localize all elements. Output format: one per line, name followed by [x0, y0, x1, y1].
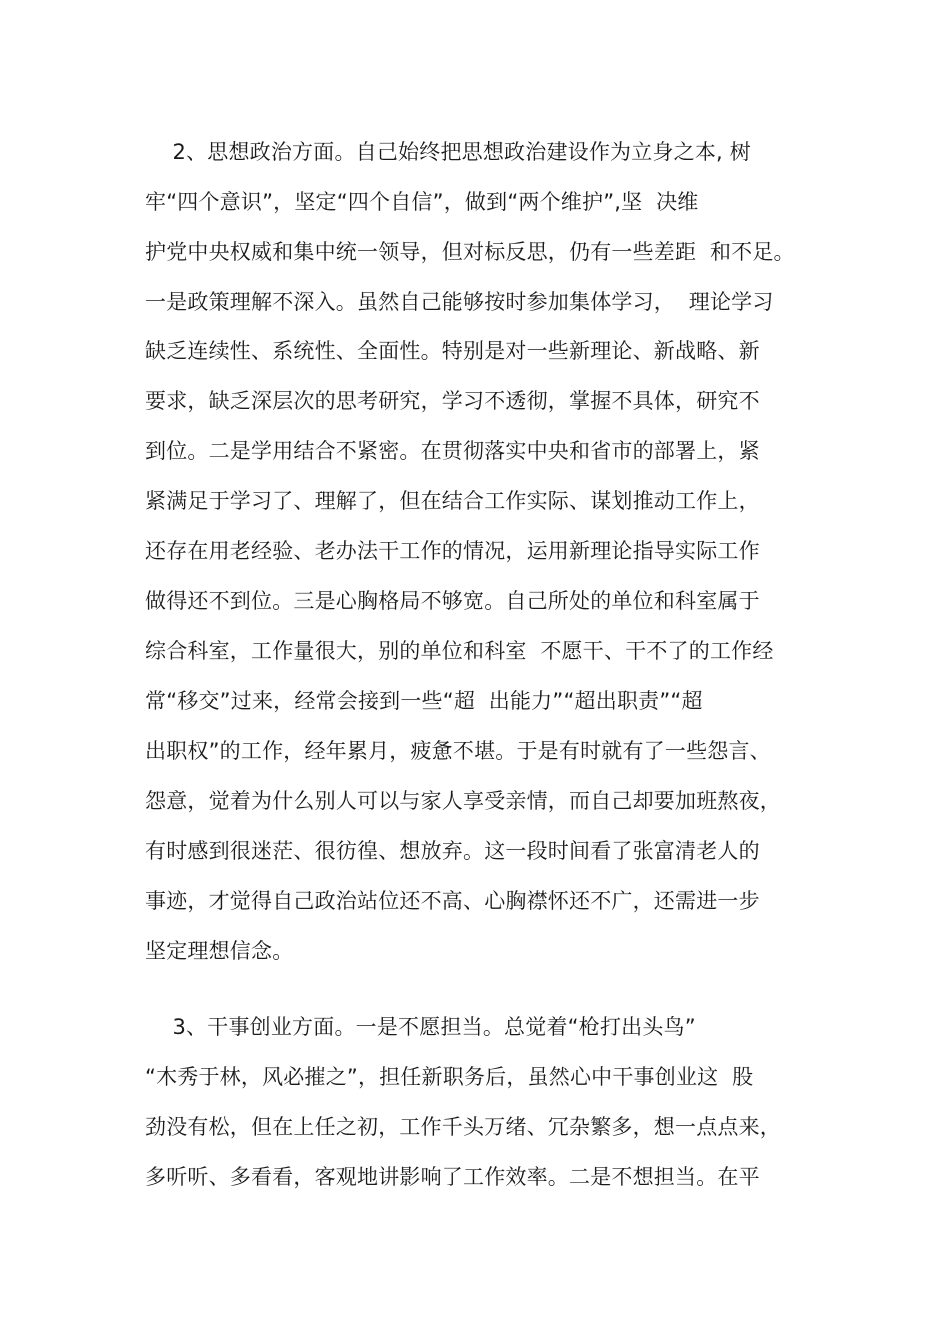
text-line: 还存在用老经验、老办法干工作的情况，运用新理论指导实际工作: [145, 539, 760, 563]
text-line: 要求，缺乏深层次的思考研究，学习不透彻，掌握不具体，研究不: [145, 389, 760, 413]
text-line: 紧满足于学习了、理解了，但在结合工作实际、谋划推动工作上，: [145, 489, 760, 513]
text-line: 到位。二是学用结合不紧密。在贯彻落实中央和省市的部署上，紧: [145, 439, 760, 463]
text-line: “木秀于林，风必摧之”，担任新职务后，虽然心中干事创业这 股: [145, 1065, 754, 1089]
text-line: 一是政策理解不深入。虽然自己能够按时参加集体学习， 理论学习: [145, 290, 774, 314]
text-line: 护党中央权威和集中统一领导，但对标反思，仍有一些差距 和不足。: [145, 240, 795, 264]
text-line: 有时感到很迷茫、很彷徨、想放弃。这一段时间看了张富清老人的: [145, 839, 760, 863]
text-line: 综合科室，工作量很大，别的单位和科室 不愿干、干不了的工作经: [145, 639, 774, 663]
text-line: 出职权”的工作，经年累月，疲惫不堪。于是有时就有了一些怨言、: [145, 739, 771, 763]
text-line: 怨意，觉着为什么别人可以与家人享受亲情，而自己却要加班熬夜，: [145, 789, 781, 813]
text-line: 常“移交”过来，经常会接到一些“超 出能力”“超出职责”“超: [145, 689, 703, 713]
text-line: 做得还不到位。三是心胸格局不够宽。自己所处的单位和科室属于: [145, 589, 760, 613]
text-line: 3、干事创业方面。一是不愿担当。总觉着“枪打出头鸟”: [145, 1015, 696, 1039]
text-line: 2、思想政治方面。自己始终把思想政治建设作为立身之本, 树: [145, 140, 752, 164]
text-line: 劲没有松，但在上任之初，工作千头万绪、冗杂繁多，想一点点来，: [145, 1115, 781, 1139]
text-line: 事迹，才觉得自己政治站位还不高、心胸襟怀还不广，还需进一步: [145, 889, 760, 913]
text-line: 牢“四个意识”，坚定“四个自信”，做到“两个维护”,坚 决维: [145, 190, 699, 214]
text-line: 多听听、多看看，客观地讲影响了工作效率。二是不想担当。在平: [145, 1165, 760, 1189]
text-line: 坚定理想信念。: [145, 939, 294, 963]
text-line: 缺乏连续性、系统性、全面性。特别是对一些新理论、新战略、新: [145, 339, 760, 363]
